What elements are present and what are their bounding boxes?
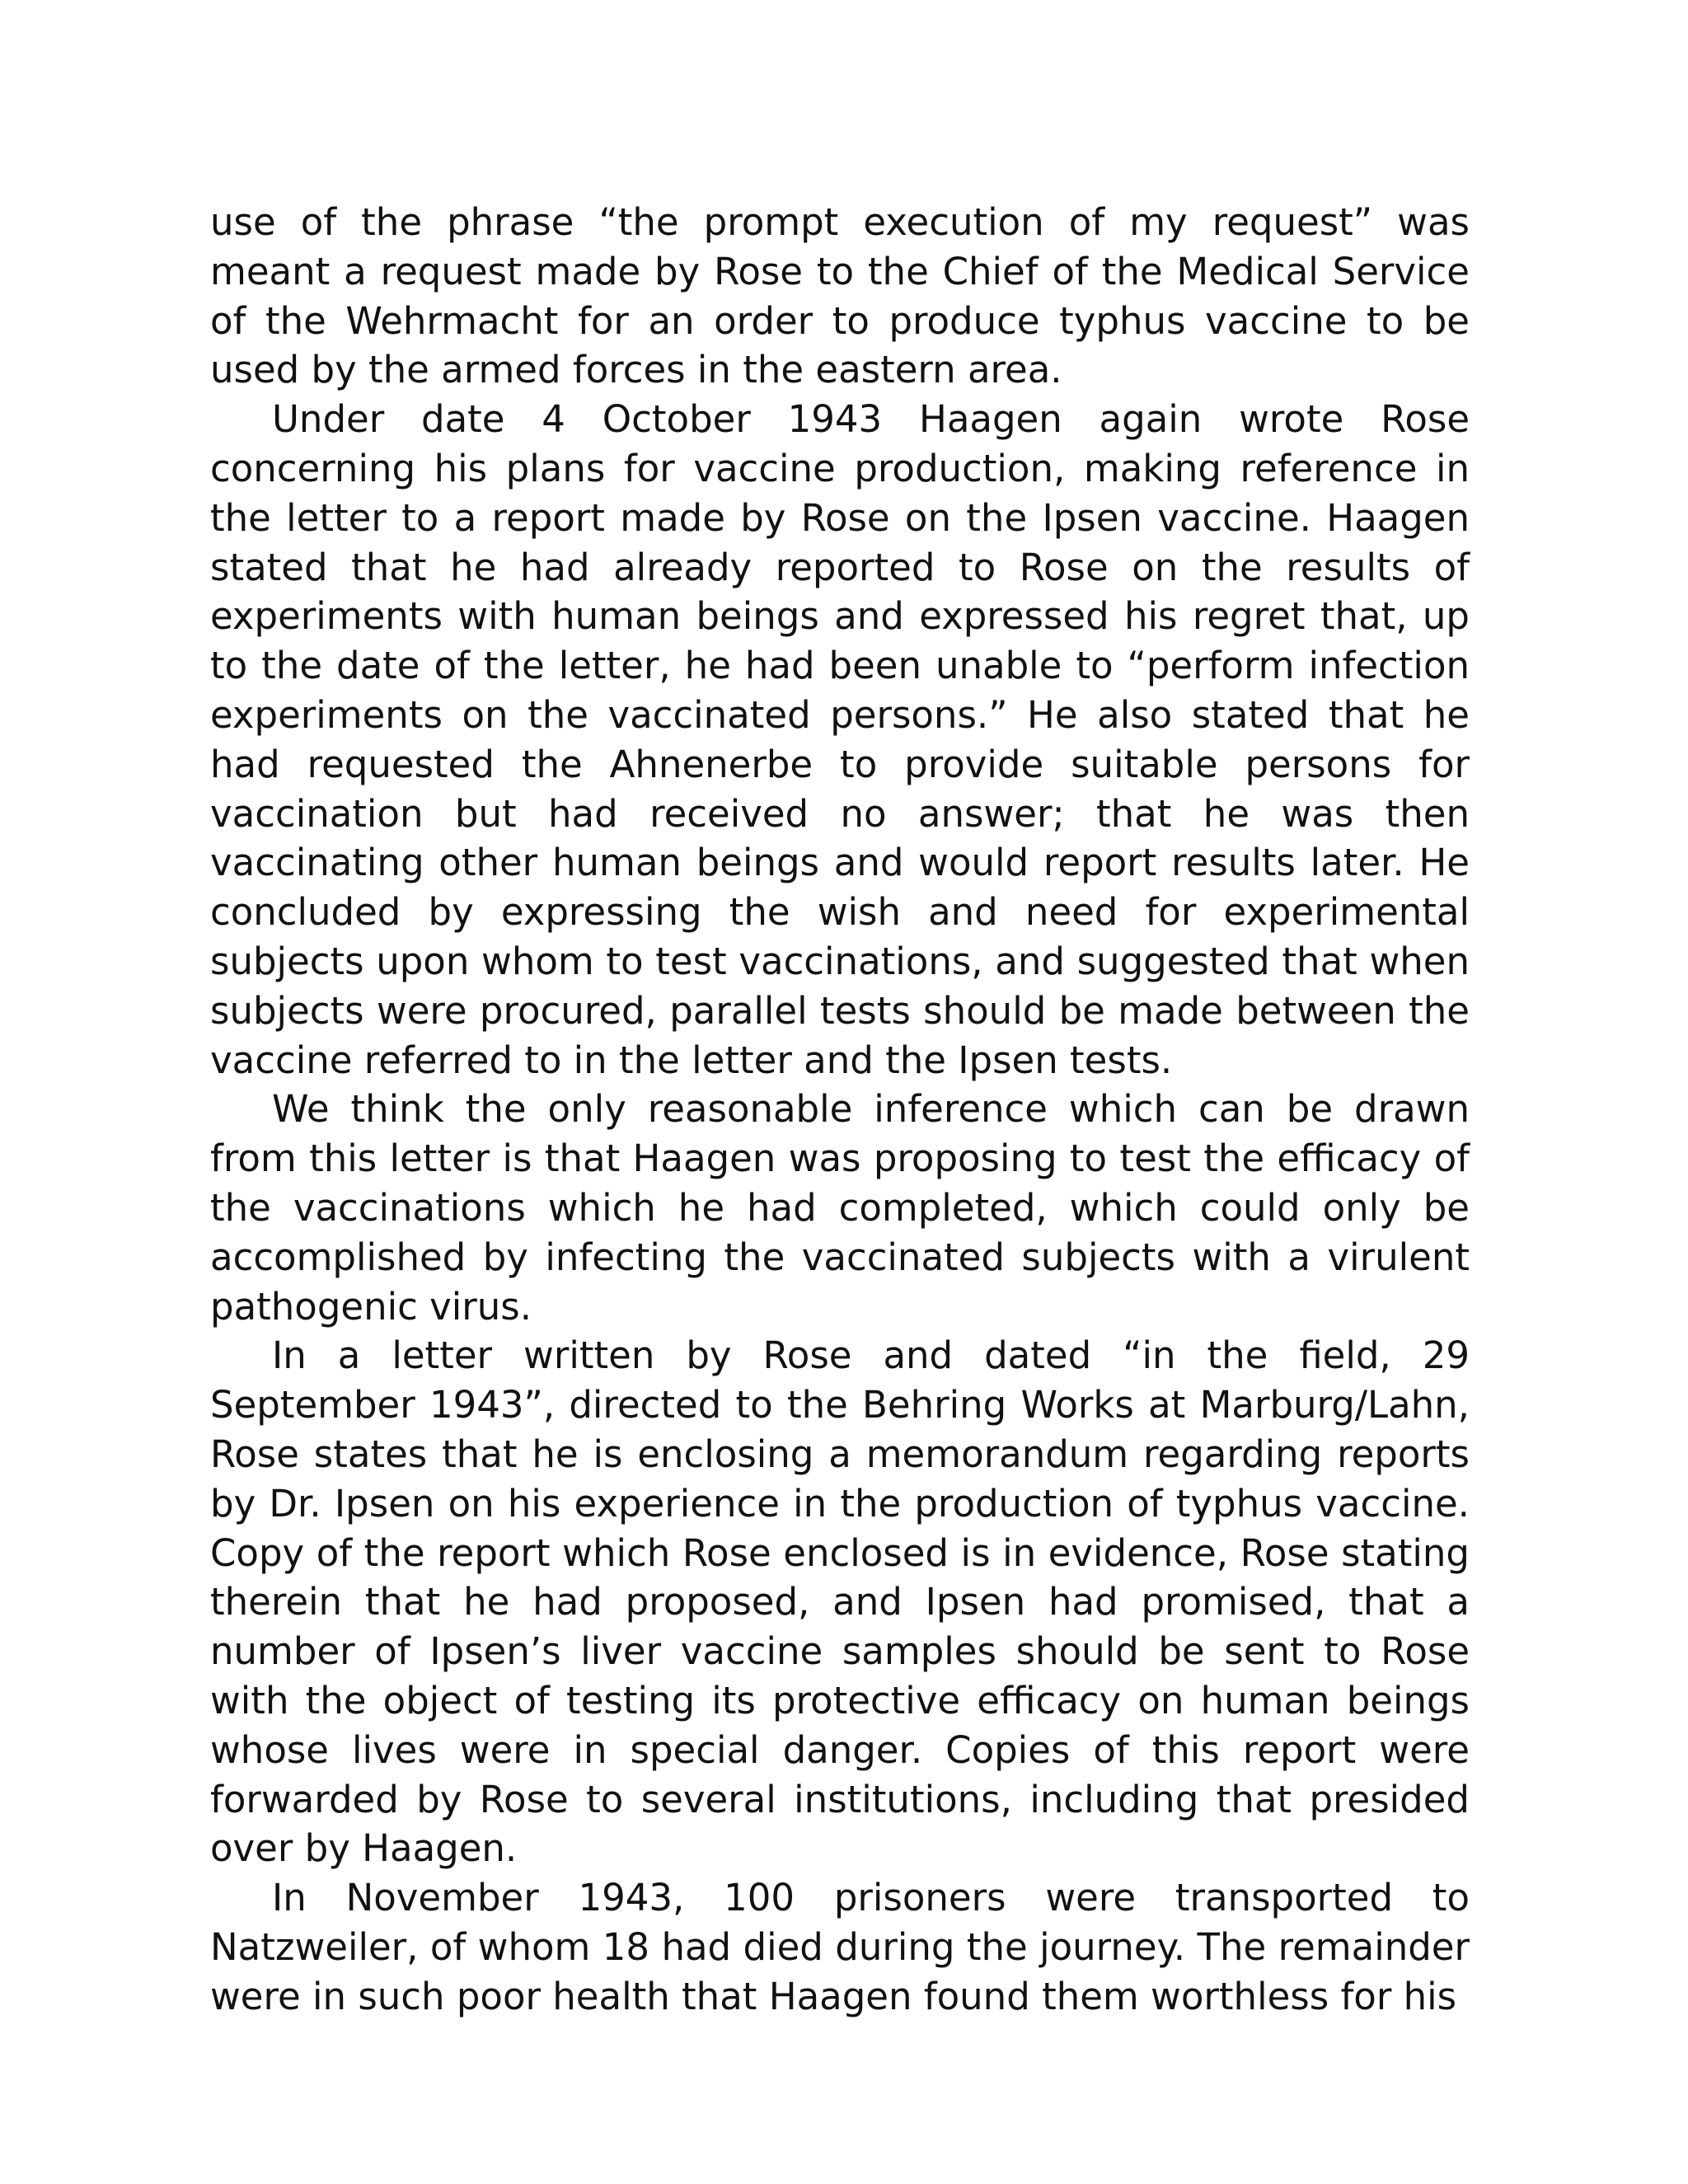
document-page: [210, 198, 1470, 2021]
paragraph-prisoners: In November 1943, 100 prisoners were transported to Natzweiler, of whom 18 had died during the journey. The remainder were in such poor health that Haagen found them worthless for his: [210, 1876, 1470, 2018]
paragraph-continuation: use of the phrase “the prompt execution of my request” was meant a request made by Rose to the Chief of the Medical Service of the Wehrmacht for an order to produce typhus vaccine to be used by the armed forces in the eastern area.: [210, 200, 1470, 392]
paragraph-inference: We think the only reasonable inference which can be drawn from this letter is that Haagen was proposing to test the efficacy of the vaccinations which he had completed, which could only be accomplished by infecting the vaccinated subjects with a virulent pathogenic virus.: [210, 1087, 1470, 1329]
paragraph-haagen-letter: Under date 4 October 1943 Haagen again wrote Rose concerning his plans for vaccine production, making reference in the letter to a report made by Rose on the Ipsen vaccine. Haagen stated that he had already reported to Rose on the results of experiments with human beings and expressed his regret that, up to the date of the letter, he had been unable to “perform infection experiments on the vaccinated persons.” He also stated that he had requested the Ahnenerbe to provide suitable persons for vaccination but had received no answer; that he was then vaccinating other human beings and would report results later. He concluded by expressing the wish and need for experimental subjects upon whom to test vaccinations, and suggested that when subjects were procured, parallel tests should be made between the vaccine referred to in the letter and the Ipsen tests.: [210, 397, 1470, 1082]
paragraph-rose-letter: In a letter written by Rose and dated “in the field, 29 September 1943”, directed to the Behring Works at Marburg/Lahn, Rose states that he is enclosing a memorandum regarding reports by Dr. Ipsen on his experience in the production of typhus vaccine. Copy of the report which Rose enclosed is in evidence, Rose stating therein that he had proposed, and Ipsen had promised, that a number of Ipsen’s liver vaccine samples should be sent to Rose with the object of testing its protective efficacy on human beings whose lives were in special danger. Copies of this report were forwarded by Rose to several institutions, including that presided over by Haagen.: [210, 1333, 1470, 1871]
